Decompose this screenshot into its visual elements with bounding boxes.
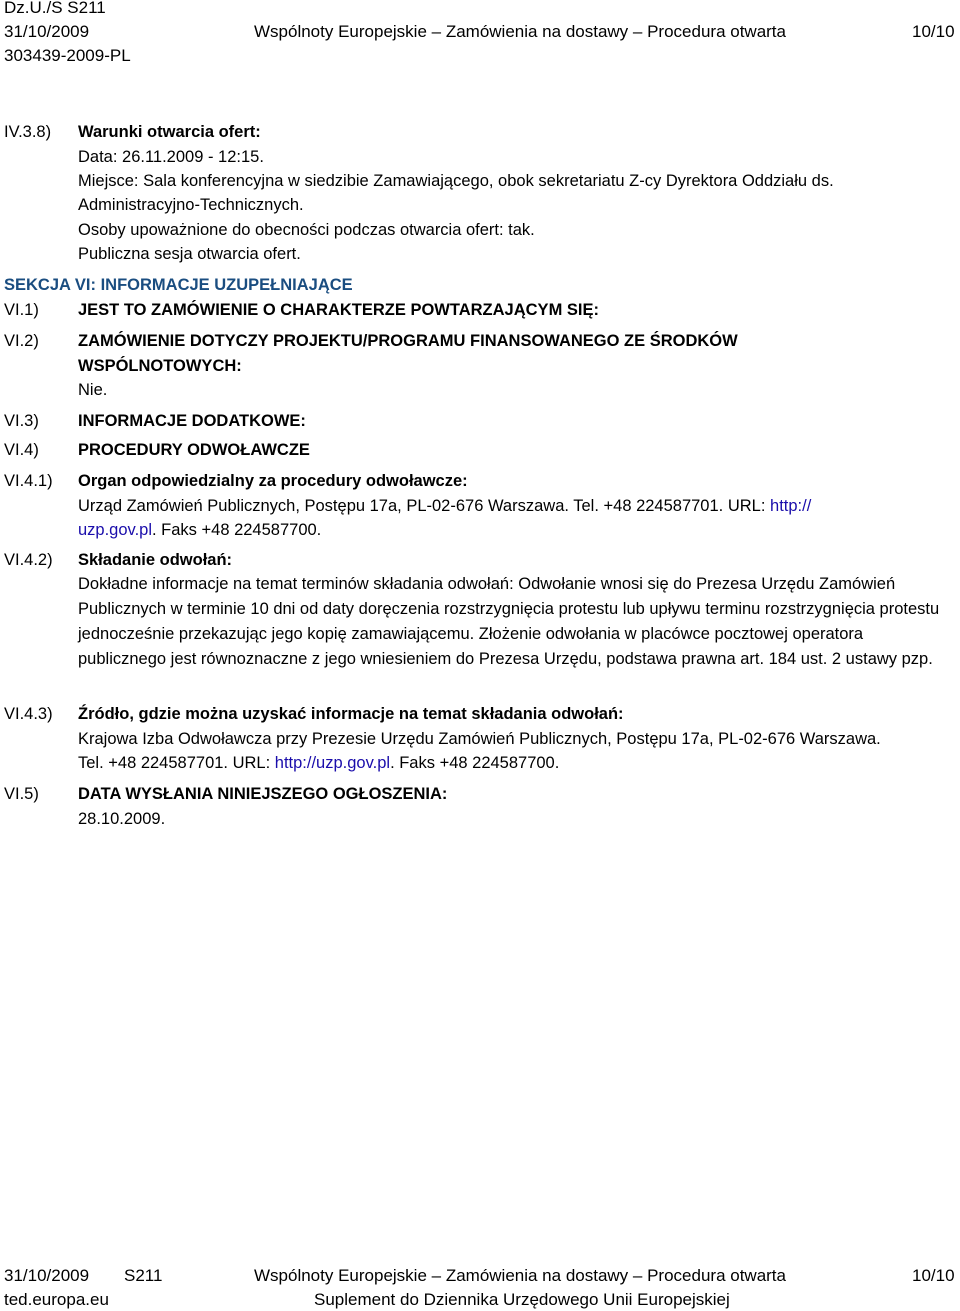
section-number: IV.3.8): [4, 123, 52, 141]
opening-place: Miejsce: Sala konferencyjna w siedzibie Zamawiającego, obok sekretariatu Z-cy Dyrektora Oddziału ds.: [78, 172, 834, 190]
url-link[interactable]: http://uzp.gov.pl: [274, 754, 391, 772]
section-heading: JEST TO ZAMÓWIENIE O CHARAKTERZE POWTARZAJĄCYM SIĘ:: [78, 301, 599, 319]
header-page: 10/10: [912, 22, 955, 41]
review-body-address-text: Urząd Zamówień Publicznych, Postępu 17a, PL-02-676 Warszawa. Tel. +48 224587701. URL:: [78, 497, 771, 515]
appeals-text: Dokładne informacje na temat terminów składania odwołań: Odwołanie wnosi się do Prezesa Urzędu Zamówień Publicznych w terminie 10 dni od daty doręczenia rozstrzygnięcia protestu lub upływu terminu rozstrzygnięcia protestu jednocześnie przekazując jego kopię zamawiającemu. Złożenie odwołania w placówce pocztowej operatora publicznego jest równoznaczne z jego wniesieniem do Prezesa Urzędu, podstawa prawna art. 184 ust. 2 ustawy pzp.: [78, 575, 940, 668]
section-number: VI.3): [4, 412, 39, 430]
section-value: Nie.: [78, 381, 108, 399]
section-heading: Składanie odwołań:: [78, 551, 233, 569]
dispatch-date: 28.10.2009.: [78, 810, 166, 828]
section-number: VI.4.2): [4, 551, 53, 569]
header-date: 31/10/2009: [4, 22, 90, 41]
authorized-persons: Osoby upoważnione do obecności podczas otwarcia ofert: tak.: [78, 221, 535, 239]
review-body-address: [78, 496, 811, 516]
section-heading: PROCEDURY ODWOŁAWCZE: [78, 441, 310, 459]
footer-title: Wspólnoty Europejskie – Zamówienia na dostawy – Procedura otwarta: [254, 1266, 786, 1285]
section-number: VI.4.3): [4, 705, 53, 723]
url-link[interactable]: http://: [770, 497, 812, 515]
info-source-address: Krajowa Izba Odwoławcza przy Prezesie Urzędu Zamówień Publicznych, Postępu 17a, PL-02-676 Warszawa.: [78, 730, 881, 748]
tel-text: Tel. +48 224587701. URL:: [78, 754, 275, 772]
section-number: VI.5): [4, 785, 39, 803]
public-session: Publiczna sesja otwarcia ofert.: [78, 245, 301, 263]
section-heading-cont: WSPÓLNOTOWYCH:: [78, 357, 242, 375]
info-source-contact: [78, 753, 559, 773]
notice-ref: 303439-2009-PL: [4, 46, 131, 65]
footer-supplement: Suplement do Dziennika Urzędowego Unii Europejskiej: [314, 1290, 730, 1309]
header-title: Wspólnoty Europejskie – Zamówienia na dostawy – Procedura otwarta: [254, 22, 786, 41]
opening-place-cont: Administracyjno-Technicznych.: [78, 196, 304, 214]
section-number: VI.4.1): [4, 472, 53, 490]
section-heading: Źródło, gdzie można uzyskać informacje na temat składania odwołań:: [78, 705, 624, 723]
section-heading: INFORMACJE DODATKOWE:: [78, 412, 306, 430]
section-title: SEKCJA VI: INFORMACJE UZUPEŁNIAJĄCE: [4, 276, 353, 294]
section-number: VI.2): [4, 332, 39, 350]
section-heading: Warunki otwarcia ofert:: [78, 123, 261, 141]
footer-page: 10/10: [912, 1266, 955, 1285]
section-number: VI.4): [4, 441, 39, 459]
fax-text: . Faks +48 224587700.: [390, 754, 560, 772]
footer-site[interactable]: ted.europa.eu: [4, 1290, 109, 1309]
fax-text: . Faks +48 224587700.: [152, 521, 322, 539]
footer-series: S211: [124, 1266, 163, 1285]
section-number: VI.1): [4, 301, 39, 319]
review-body-address-cont: [78, 520, 321, 540]
url-link[interactable]: uzp.gov.pl: [78, 521, 152, 539]
section-heading: DATA WYSŁANIA NINIEJSZEGO OGŁOSZENIA:: [78, 785, 448, 803]
section-heading: Organ odpowiedzialny za procedury odwoławcze:: [78, 472, 468, 490]
journal-ref: Dz.U./S S211: [4, 0, 106, 17]
opening-date: Data: 26.11.2009 - 12:15.: [78, 148, 264, 166]
section-heading: ZAMÓWIENIE DOTYCZY PROJEKTU/PROGRAMU FINANSOWANEGO ZE ŚRODKÓW: [78, 332, 738, 350]
footer-date: 31/10/2009: [4, 1266, 90, 1285]
